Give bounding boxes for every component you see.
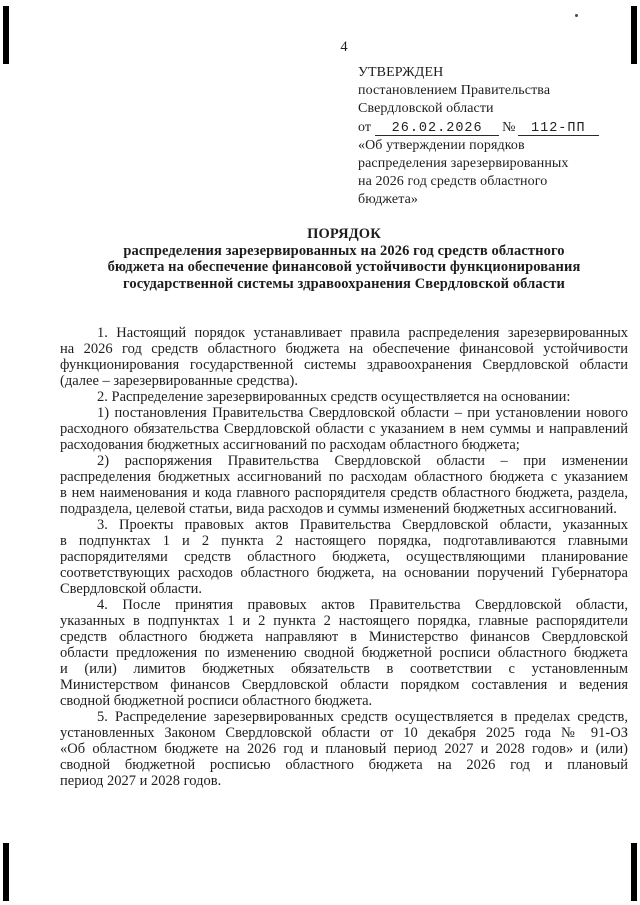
paragraph	[60, 709, 628, 789]
body-line: сводной бюджетной росписи областного бюджета.	[60, 693, 373, 709]
body-line: 3. Проекты правовых актов Правительства Свердловской области, указанных	[97, 517, 628, 533]
scan-corner-mark-bottom-left	[3, 843, 9, 901]
body-line: сводной бюджетной росписью областного бюджета на 2026 год и плановый	[60, 757, 628, 773]
body-line: указанных в подпунктах 1 и 2 пункта 2 настоящего порядка, главные распорядители	[60, 613, 628, 629]
body-line: расходования бюджетных ассигнований по расходам областного бюджета;	[60, 437, 520, 453]
scan-speck	[575, 14, 578, 17]
date-underline	[375, 118, 499, 136]
paragraph	[60, 405, 628, 453]
date-prefix: от	[358, 120, 372, 135]
document-body	[60, 325, 628, 789]
body-line: на 2026 год средств областного бюджета на обеспечение финансовой устойчивости	[60, 341, 628, 357]
title-line: бюджета на обеспечение финансовой устойчивости функционирования	[107, 259, 581, 275]
body-line: расходного обязательства Свердловской области с указанием в нем суммы и направлений	[60, 421, 628, 437]
body-line: 4. После принятия правовых актов Правительства Свердловской области,	[97, 597, 628, 613]
body-line: функционирования государственной системы здравоохранения Свердловской области	[60, 357, 628, 373]
body-line: средств областного бюджета направляют в Министерство финансов Свердловской	[60, 629, 628, 645]
body-line: Свердловской области.	[60, 581, 203, 597]
title-line: распределения зарезервированных на 2026 год средств областного	[123, 242, 565, 259]
approval-block	[358, 64, 599, 209]
body-line: «Об областном бюджете на 2026 год и плановый период 2027 и 2028 годов» и (или)	[60, 741, 628, 757]
approval-line: постановлением Правительства	[358, 83, 551, 98]
body-line: Министерством финансов Свердловской области порядком составления и ведения	[60, 677, 628, 693]
approval-line: распределения зарезервированных	[358, 156, 569, 171]
body-line: в нем наименования и кода главного распорядителя средств областного бюджета, раздела,	[60, 485, 628, 501]
approval-line: УТВЕРЖДЕН	[358, 65, 444, 80]
approval-date-line	[358, 118, 599, 137]
title-line: государственной системы здравоохранения Свердловской области	[123, 275, 565, 292]
body-line: подраздела, целевой статьи, вида расходов и суммы изменений бюджетных ассигнований.	[60, 501, 617, 517]
title-line: ПОРЯДОК	[307, 226, 381, 242]
body-line: и (или) лимитов бюджетных обязательств в соответствии с установленным	[60, 661, 628, 677]
body-line: соответствующих расходов областного бюджета, на основании поручений Губернатора	[60, 565, 628, 581]
page-number: 4	[340, 39, 348, 55]
body-line: (далее – зарезервированные средства).	[60, 373, 298, 389]
paragraph	[60, 453, 628, 517]
body-line: в подпунктах 1 и 2 пункта 2 настоящего порядка, подготавливаются главными	[60, 533, 628, 549]
document-title	[60, 226, 628, 292]
body-line: 1) постановления Правительства Свердловской области – при установлении нового	[97, 405, 628, 421]
number-underline	[518, 118, 599, 136]
scan-corner-mark-bottom-right	[631, 843, 637, 901]
body-line: 2. Распределение зарезервированных средств осуществляется на основании:	[97, 389, 571, 405]
scan-corner-mark-top-right	[631, 6, 637, 64]
body-line: области предложения по изменению сводной бюджетной росписи областного бюджета	[60, 645, 628, 661]
approval-line: бюджета»	[358, 192, 418, 207]
paragraph	[60, 389, 628, 405]
approval-line: «Об утверждении порядков	[358, 138, 525, 153]
body-line: 5. Распределение зарезервированных средств осуществляется в пределах средств,	[97, 709, 628, 725]
body-line: распределения бюджетных ассигнований по расходам областного бюджета с указанием	[60, 469, 628, 485]
number-sign: №	[502, 120, 516, 135]
paragraph	[60, 597, 628, 709]
body-line: распорядителями средств областного бюджета, осуществляющими планирование	[60, 549, 628, 565]
paragraph	[60, 325, 628, 389]
approval-intro	[358, 64, 599, 118]
date-value: 26.02.2026	[391, 121, 483, 136]
approval-subject	[358, 137, 599, 209]
body-line: установленных Законом Свердловской области от 10 декабря 2025 года № 91-ОЗ	[60, 725, 628, 741]
approval-line: Свердловской области	[358, 101, 494, 116]
body-line: 1. Настоящий порядок устанавливает правила распределения зарезервированных	[97, 325, 628, 341]
paragraph	[60, 517, 628, 597]
body-line: 2) распоряжения Правительства Свердловской области – при изменении	[97, 453, 628, 469]
scan-corner-mark-top-left	[3, 6, 9, 64]
approval-line: на 2026 год средств областного	[358, 174, 548, 189]
number-value: 112-ПП	[531, 121, 586, 136]
body-line: период 2027 и 2028 годов.	[60, 773, 222, 789]
